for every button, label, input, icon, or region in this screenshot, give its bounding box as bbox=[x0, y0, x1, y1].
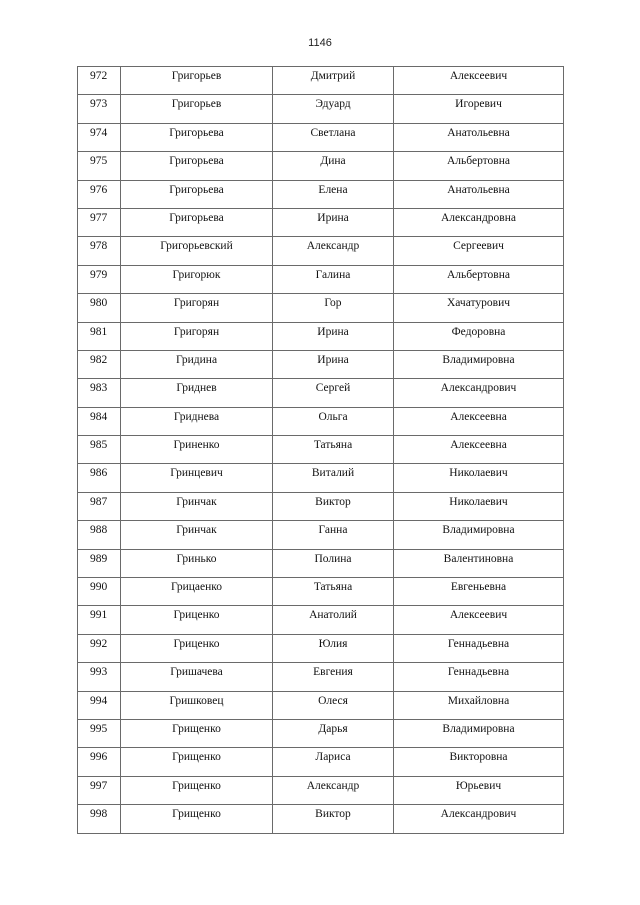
row-number-cell bbox=[78, 634, 121, 662]
first-name-cell bbox=[273, 464, 394, 492]
surname-cell-text: Грищенко bbox=[172, 722, 221, 735]
table-row bbox=[78, 208, 564, 236]
row-number-cell-text: 978 bbox=[90, 240, 108, 253]
first-name-cell-text: Виктор bbox=[315, 495, 351, 508]
patronymic-cell bbox=[394, 322, 564, 350]
first-name-cell bbox=[273, 606, 394, 634]
surname-cell-text: Гринчак bbox=[176, 524, 217, 537]
row-number-cell-text: 972 bbox=[90, 70, 108, 82]
first-name-cell bbox=[273, 549, 394, 577]
row-number-cell-text: 973 bbox=[90, 98, 108, 111]
patronymic-cell bbox=[394, 748, 564, 776]
table-row bbox=[78, 464, 564, 492]
surname-cell-text: Григорьева bbox=[169, 183, 224, 196]
first-name-cell bbox=[273, 152, 394, 180]
first-name-cell bbox=[273, 436, 394, 464]
first-name-cell bbox=[273, 322, 394, 350]
table-row bbox=[78, 805, 564, 833]
surname-cell bbox=[121, 748, 273, 776]
first-name-cell bbox=[273, 634, 394, 662]
surname-cell bbox=[121, 606, 273, 634]
first-name-cell-text: Виктор bbox=[315, 808, 351, 821]
surname-cell-text: Грищенко bbox=[172, 779, 221, 792]
row-number-cell-text: 987 bbox=[90, 495, 108, 508]
row-number-cell-text: 993 bbox=[90, 666, 108, 679]
table-row bbox=[78, 521, 564, 549]
patronymic-cell-text: Николаевич bbox=[449, 467, 508, 480]
row-number-cell bbox=[78, 748, 121, 776]
row-number-cell-text: 983 bbox=[90, 382, 108, 395]
first-name-cell-text: Александр bbox=[306, 240, 360, 253]
surname-cell bbox=[121, 691, 273, 719]
table-row bbox=[78, 95, 564, 123]
first-name-cell bbox=[273, 123, 394, 151]
name-table-body bbox=[78, 67, 564, 834]
row-number-cell bbox=[78, 67, 121, 95]
patronymic-cell-text: Владимировна bbox=[442, 353, 515, 366]
surname-cell-text: Григорьев bbox=[171, 98, 222, 111]
row-number-cell-text: 980 bbox=[90, 297, 108, 310]
patronymic-cell bbox=[394, 719, 564, 747]
patronymic-cell-text: Алексеевна bbox=[450, 410, 507, 423]
patronymic-cell-text: Александрович bbox=[440, 382, 517, 395]
first-name-cell-text: Татьяна bbox=[313, 581, 353, 594]
first-name-cell-text: Елена bbox=[318, 183, 348, 196]
surname-cell bbox=[121, 265, 273, 293]
table-row bbox=[78, 152, 564, 180]
row-number-cell-text: 976 bbox=[90, 183, 108, 196]
first-name-cell bbox=[273, 805, 394, 833]
table-row bbox=[78, 776, 564, 804]
surname-cell bbox=[121, 719, 273, 747]
row-number-cell bbox=[78, 663, 121, 691]
row-number-cell bbox=[78, 322, 121, 350]
table-row bbox=[78, 407, 564, 435]
first-name-cell bbox=[273, 67, 394, 95]
first-name-cell-text: Ирина bbox=[317, 353, 349, 366]
row-number-cell-text: 989 bbox=[90, 552, 108, 565]
row-number-cell bbox=[78, 407, 121, 435]
patronymic-cell-text: Михайловна bbox=[447, 694, 510, 707]
patronymic-cell bbox=[394, 691, 564, 719]
row-number-cell bbox=[78, 208, 121, 236]
surname-cell bbox=[121, 407, 273, 435]
first-name-cell bbox=[273, 719, 394, 747]
row-number-cell-text: 974 bbox=[90, 126, 108, 139]
row-number-cell-text: 990 bbox=[90, 581, 108, 594]
patronymic-cell bbox=[394, 152, 564, 180]
first-name-cell-text: Анатолий bbox=[309, 609, 357, 622]
surname-cell bbox=[121, 350, 273, 378]
table-row bbox=[78, 492, 564, 520]
surname-cell-text: Гриднев bbox=[176, 382, 217, 395]
row-number-cell bbox=[78, 180, 121, 208]
first-name-cell bbox=[273, 379, 394, 407]
table-row bbox=[78, 634, 564, 662]
patronymic-cell bbox=[394, 606, 564, 634]
surname-cell-text: Гришковец bbox=[169, 694, 224, 707]
patronymic-cell-text: Альбертовна bbox=[446, 155, 510, 168]
row-number-cell-text: 986 bbox=[90, 467, 108, 480]
patronymic-cell-text: Александровна bbox=[441, 211, 516, 224]
patronymic-cell-text: Анатольевна bbox=[447, 183, 510, 196]
first-name-cell bbox=[273, 265, 394, 293]
table-row bbox=[78, 350, 564, 378]
patronymic-cell bbox=[394, 663, 564, 691]
surname-cell-text: Гришачева bbox=[170, 666, 223, 679]
first-name-cell-text: Дина bbox=[320, 155, 346, 168]
first-name-cell bbox=[273, 180, 394, 208]
patronymic-cell bbox=[394, 549, 564, 577]
first-name-cell-text: Александр bbox=[306, 779, 360, 792]
table-row bbox=[78, 180, 564, 208]
patronymic-cell bbox=[394, 237, 564, 265]
surname-cell-text: Григорюк bbox=[172, 268, 221, 281]
row-number-cell-text: 994 bbox=[90, 694, 108, 707]
surname-cell-text: Григорьевский bbox=[160, 240, 233, 253]
row-number-cell bbox=[78, 492, 121, 520]
surname-cell bbox=[121, 634, 273, 662]
patronymic-cell bbox=[394, 180, 564, 208]
patronymic-cell-text: Сергеевич bbox=[453, 240, 504, 253]
first-name-cell bbox=[273, 95, 394, 123]
first-name-cell-text: Галина bbox=[315, 268, 351, 281]
row-number-cell-text: 998 bbox=[90, 808, 108, 821]
first-name-cell-text: Эдуард bbox=[315, 98, 351, 111]
surname-cell-text: Григорьева bbox=[169, 211, 224, 224]
surname-cell bbox=[121, 436, 273, 464]
row-number-cell-text: 985 bbox=[90, 439, 108, 452]
first-name-cell bbox=[273, 578, 394, 606]
surname-cell bbox=[121, 492, 273, 520]
table-row bbox=[78, 379, 564, 407]
surname-cell bbox=[121, 322, 273, 350]
patronymic-cell bbox=[394, 805, 564, 833]
patronymic-cell bbox=[394, 407, 564, 435]
patronymic-cell bbox=[394, 294, 564, 322]
row-number-cell-text: 984 bbox=[90, 410, 108, 423]
patronymic-cell-text: Александрович bbox=[440, 808, 517, 821]
surname-cell-text: Грищенко bbox=[172, 751, 221, 764]
row-number-cell-text: 997 bbox=[90, 779, 108, 792]
patronymic-cell-text: Альбертовна bbox=[446, 268, 510, 281]
first-name-cell-text: Ганна bbox=[318, 524, 348, 537]
row-number-cell bbox=[78, 691, 121, 719]
page-number: 1146 bbox=[308, 37, 332, 49]
patronymic-cell-text: Николаевич bbox=[449, 495, 508, 508]
patronymic-cell bbox=[394, 578, 564, 606]
first-name-cell-text: Ирина bbox=[317, 211, 349, 224]
first-name-cell-text: Ольга bbox=[318, 410, 348, 423]
surname-cell-text: Григорян bbox=[173, 325, 220, 338]
row-number-cell bbox=[78, 464, 121, 492]
table-row bbox=[78, 606, 564, 634]
patronymic-cell bbox=[394, 95, 564, 123]
row-number-cell bbox=[78, 379, 121, 407]
surname-cell-text: Гринцевич bbox=[170, 467, 223, 480]
table-row bbox=[78, 237, 564, 265]
first-name-cell-text: Юлия bbox=[318, 637, 348, 650]
row-number-cell bbox=[78, 123, 121, 151]
row-number-cell bbox=[78, 294, 121, 322]
row-number-cell-text: 988 bbox=[90, 524, 108, 537]
surname-cell-text: Гриценко bbox=[173, 609, 220, 622]
patronymic-cell-text: Евгеньевна bbox=[450, 581, 507, 594]
patronymic-cell bbox=[394, 67, 564, 95]
first-name-cell bbox=[273, 691, 394, 719]
patronymic-cell-text: Хачатурович bbox=[446, 297, 511, 310]
first-name-cell bbox=[273, 294, 394, 322]
first-name-cell bbox=[273, 748, 394, 776]
patronymic-cell bbox=[394, 208, 564, 236]
surname-cell-text: Гриненко bbox=[173, 439, 220, 452]
table-row bbox=[78, 294, 564, 322]
first-name-cell-text: Татьяна bbox=[313, 439, 353, 452]
row-number-cell bbox=[78, 606, 121, 634]
table-row bbox=[78, 67, 564, 95]
row-number-cell bbox=[78, 436, 121, 464]
surname-cell bbox=[121, 152, 273, 180]
surname-cell-text: Гридина bbox=[175, 353, 218, 366]
first-name-cell bbox=[273, 208, 394, 236]
row-number-cell-text: 977 bbox=[90, 211, 108, 224]
table-row bbox=[78, 436, 564, 464]
row-number-cell-text: 979 bbox=[90, 268, 108, 281]
row-number-cell bbox=[78, 776, 121, 804]
row-number-cell bbox=[78, 152, 121, 180]
surname-cell bbox=[121, 208, 273, 236]
row-number-cell bbox=[78, 719, 121, 747]
table-row bbox=[78, 123, 564, 151]
surname-cell-text: Гриценко bbox=[173, 637, 220, 650]
first-name-cell-text: Светлана bbox=[310, 126, 356, 139]
table-row bbox=[78, 322, 564, 350]
surname-cell-text: Гриднева bbox=[173, 410, 220, 423]
row-number-cell-text: 995 bbox=[90, 722, 108, 735]
first-name-cell-text: Гор bbox=[324, 297, 342, 310]
table-row bbox=[78, 691, 564, 719]
first-name-cell bbox=[273, 237, 394, 265]
surname-cell bbox=[121, 379, 273, 407]
row-number-cell bbox=[78, 95, 121, 123]
surname-cell bbox=[121, 294, 273, 322]
patronymic-cell bbox=[394, 123, 564, 151]
patronymic-cell bbox=[394, 464, 564, 492]
patronymic-cell-text: Юрьевич bbox=[455, 779, 502, 792]
surname-cell-text: Грицаенко bbox=[170, 581, 223, 594]
row-number-cell-text: 975 bbox=[90, 155, 108, 168]
patronymic-cell-text: Владимировна bbox=[442, 524, 515, 537]
patronymic-cell-text: Владимировна bbox=[442, 722, 515, 735]
name-table bbox=[77, 66, 564, 834]
patronymic-cell bbox=[394, 265, 564, 293]
patronymic-cell bbox=[394, 436, 564, 464]
first-name-cell bbox=[273, 492, 394, 520]
first-name-cell-text: Олеся bbox=[318, 694, 348, 707]
patronymic-cell-text: Алексеевна bbox=[450, 439, 507, 452]
surname-cell-text: Грищенко bbox=[172, 808, 221, 821]
first-name-cell bbox=[273, 350, 394, 378]
patronymic-cell bbox=[394, 521, 564, 549]
patronymic-cell-text: Алексеевич bbox=[449, 609, 508, 622]
first-name-cell-text: Дарья bbox=[318, 722, 348, 735]
surname-cell bbox=[121, 464, 273, 492]
patronymic-cell bbox=[394, 634, 564, 662]
patronymic-cell-text: Алексеевич bbox=[449, 70, 508, 82]
surname-cell bbox=[121, 67, 273, 95]
surname-cell bbox=[121, 95, 273, 123]
patronymic-cell-text: Валентиновна bbox=[443, 552, 514, 565]
row-number-cell bbox=[78, 578, 121, 606]
surname-cell bbox=[121, 578, 273, 606]
first-name-cell-text: Евгения bbox=[313, 666, 353, 679]
table-row bbox=[78, 663, 564, 691]
first-name-cell-text: Ирина bbox=[317, 325, 349, 338]
patronymic-cell-text: Викторовна bbox=[449, 751, 508, 764]
table-row bbox=[78, 578, 564, 606]
table-row bbox=[78, 748, 564, 776]
surname-cell bbox=[121, 237, 273, 265]
patronymic-cell-text: Геннадьевна bbox=[447, 666, 510, 679]
row-number-cell bbox=[78, 805, 121, 833]
first-name-cell bbox=[273, 521, 394, 549]
table-row bbox=[78, 719, 564, 747]
surname-cell-text: Григорьева bbox=[169, 126, 224, 139]
table-row bbox=[78, 265, 564, 293]
row-number-cell bbox=[78, 521, 121, 549]
row-number-cell bbox=[78, 237, 121, 265]
patronymic-cell-text: Анатольевна bbox=[447, 126, 510, 139]
surname-cell-text: Гринько bbox=[176, 552, 217, 565]
first-name-cell-text: Полина bbox=[314, 552, 352, 565]
row-number-cell-text: 982 bbox=[90, 353, 108, 366]
surname-cell-text: Гринчак bbox=[176, 495, 217, 508]
surname-cell bbox=[121, 776, 273, 804]
row-number-cell bbox=[78, 265, 121, 293]
first-name-cell-text: Дмитрий bbox=[310, 70, 356, 82]
surname-cell-text: Григорьев bbox=[171, 70, 222, 82]
surname-cell bbox=[121, 663, 273, 691]
patronymic-cell-text: Геннадьевна bbox=[447, 637, 510, 650]
surname-cell bbox=[121, 521, 273, 549]
surname-cell-text: Григорян bbox=[173, 297, 220, 310]
first-name-cell-text: Сергей bbox=[315, 382, 351, 395]
patronymic-cell bbox=[394, 776, 564, 804]
table-row bbox=[78, 549, 564, 577]
row-number-cell-text: 992 bbox=[90, 637, 108, 650]
row-number-cell bbox=[78, 350, 121, 378]
first-name-cell bbox=[273, 407, 394, 435]
surname-cell bbox=[121, 180, 273, 208]
patronymic-cell-text: Игоревич bbox=[455, 98, 502, 111]
surname-cell bbox=[121, 805, 273, 833]
patronymic-cell bbox=[394, 350, 564, 378]
surname-cell bbox=[121, 123, 273, 151]
first-name-cell bbox=[273, 663, 394, 691]
surname-cell bbox=[121, 549, 273, 577]
patronymic-cell-text: Федоровна bbox=[451, 325, 506, 338]
first-name-cell-text: Лариса bbox=[315, 751, 351, 764]
patronymic-cell bbox=[394, 379, 564, 407]
first-name-cell bbox=[273, 776, 394, 804]
surname-cell-text: Григорьева bbox=[169, 155, 224, 168]
row-number-cell bbox=[78, 549, 121, 577]
row-number-cell-text: 991 bbox=[90, 609, 108, 622]
first-name-cell-text: Виталий bbox=[311, 467, 355, 480]
row-number-cell-text: 981 bbox=[90, 325, 108, 338]
row-number-cell-text: 996 bbox=[90, 751, 108, 764]
patronymic-cell bbox=[394, 492, 564, 520]
